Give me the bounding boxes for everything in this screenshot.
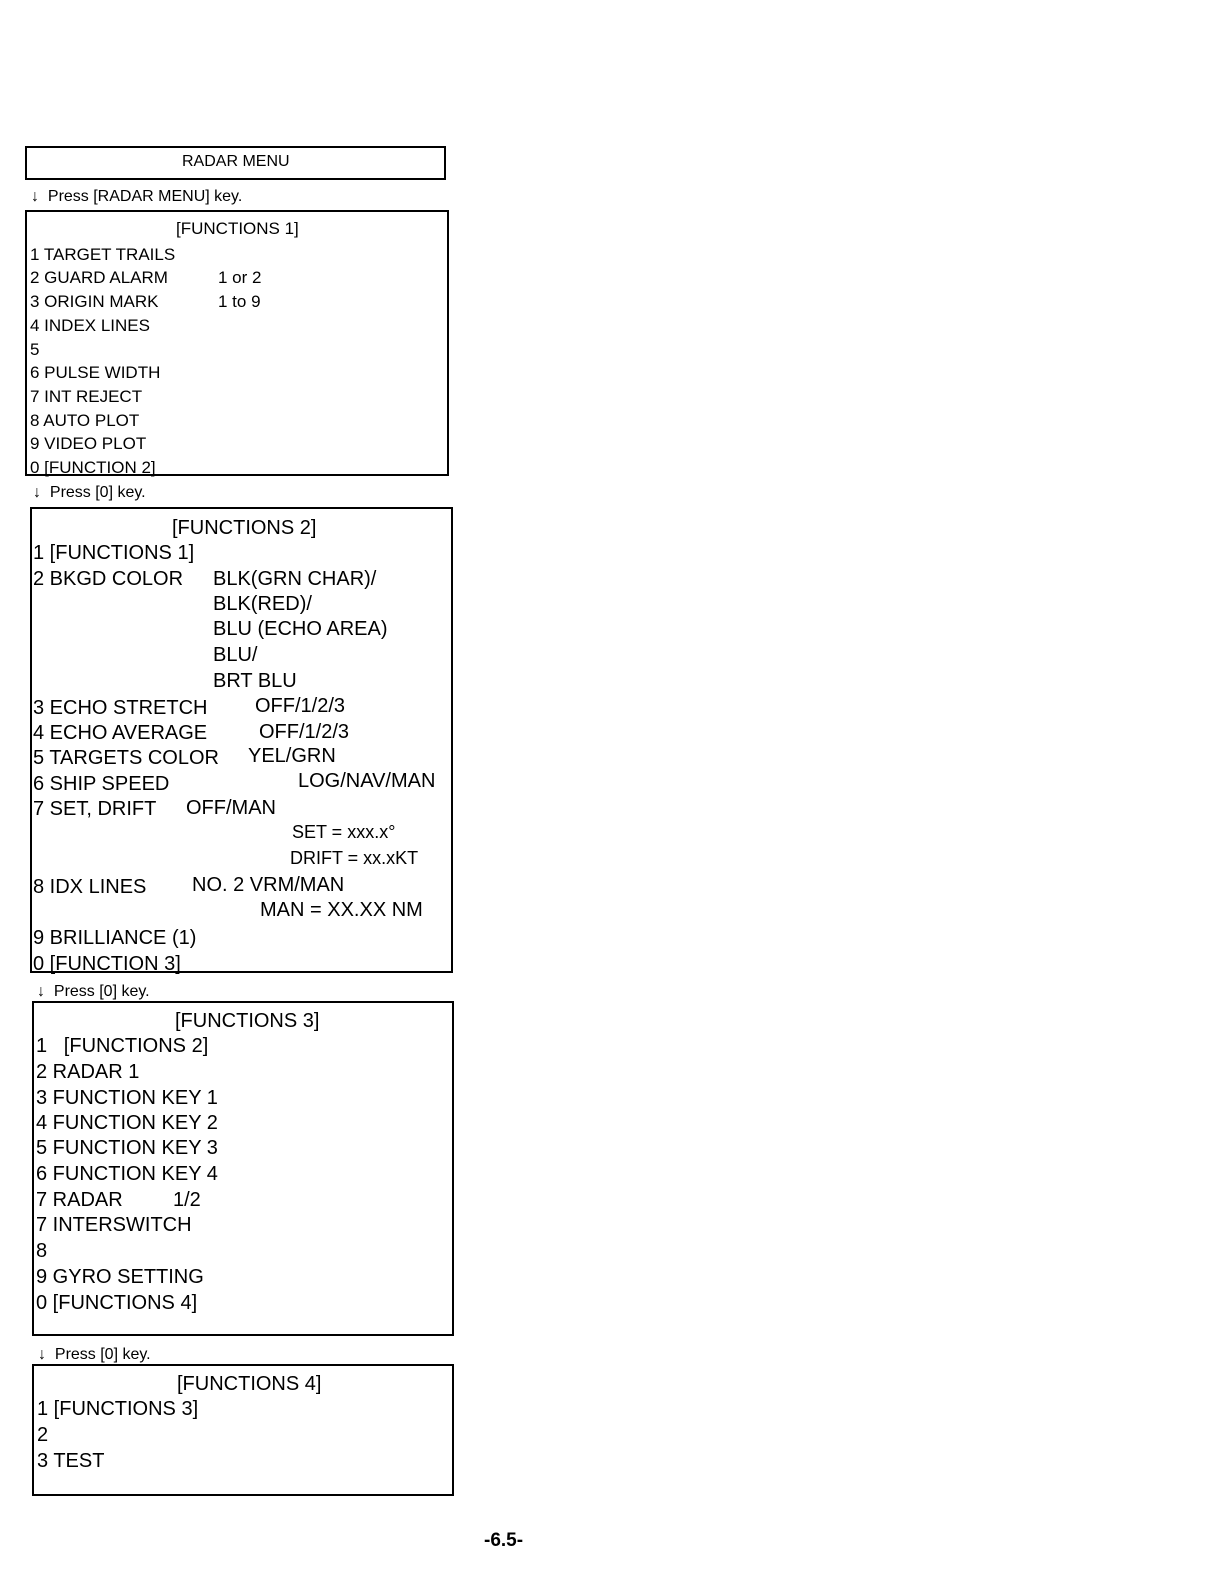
- down-arrow-icon: ↓: [31, 188, 39, 205]
- menu-item: 2 RADAR 1: [36, 1061, 140, 1083]
- down-arrow-icon: ↓: [37, 983, 45, 1000]
- drift-value: DRIFT = xx.xKT: [290, 848, 419, 868]
- menu-item: 3 ECHO STRETCH: [33, 697, 208, 719]
- targets-color-value: YEL/GRN: [248, 745, 336, 767]
- functions4-box: [32, 1364, 454, 1496]
- down-arrow-icon: ↓: [38, 1346, 46, 1363]
- step-press-0: [33, 484, 146, 502]
- step-press-0: [37, 983, 150, 1001]
- bkgd-option: BLU (ECHO AREA): [213, 618, 388, 640]
- idx-lines-value: NO. 2 VRM/MAN: [192, 874, 345, 896]
- menu-item: 1 [FUNCTIONS 3]: [37, 1398, 199, 1420]
- page-number: -6.5-: [484, 1530, 524, 1551]
- step-text: Press [0] key.: [53, 983, 150, 1000]
- menu-item: 6 FUNCTION KEY 4: [36, 1163, 218, 1185]
- menu-item: 5: [30, 340, 40, 359]
- menu-item: 4 FUNCTION KEY 2: [36, 1112, 218, 1134]
- menu-item: 9 GYRO SETTING: [36, 1266, 204, 1288]
- menu-item: 7 INTERSWITCH: [36, 1214, 192, 1236]
- functions3-title: [FUNCTIONS 3]: [175, 1010, 320, 1032]
- menu-item: 7 SET, DRIFT: [33, 798, 157, 820]
- bkgd-option: BLK(RED)/: [213, 593, 312, 615]
- menu-item: 8: [36, 1240, 48, 1262]
- menu-item: 6 PULSE WIDTH: [30, 363, 161, 382]
- menu-item: 0 [FUNCTIONS 4]: [36, 1292, 198, 1314]
- menu-item: 0 [FUNCTION 3]: [33, 953, 181, 975]
- menu-item: 1 [FUNCTIONS 2]: [36, 1035, 209, 1057]
- man-value: MAN = XX.XX NM: [260, 899, 423, 921]
- radar-menu-box: [25, 146, 446, 180]
- menu-item: 9 BRILLIANCE (1): [33, 927, 197, 949]
- set-drift-value: OFF/MAN: [186, 797, 276, 819]
- down-arrow-icon: ↓: [33, 484, 41, 501]
- menu-item: 8 IDX LINES: [33, 876, 147, 898]
- functions4-title: [FUNCTIONS 4]: [177, 1373, 322, 1395]
- step-text: Press [0] key.: [49, 484, 146, 501]
- menu-item: 7 INT REJECT: [30, 387, 143, 406]
- step-press-0: [38, 1346, 151, 1364]
- functions1-title: [FUNCTIONS 1]: [176, 219, 299, 238]
- menu-item: 2 BKGD COLOR: [33, 568, 184, 590]
- menu-item: 4 INDEX LINES: [30, 316, 150, 335]
- bkgd-option: BRT BLU: [213, 670, 297, 692]
- radar-value: 1/2: [173, 1189, 201, 1211]
- menu-item: 2 GUARD ALARM: [30, 268, 168, 287]
- bkgd-option: BLK(GRN CHAR)/: [213, 568, 377, 590]
- guard-alarm-value: 1 or 2: [218, 268, 262, 287]
- step-press-radar-menu: [31, 188, 242, 206]
- functions2-title: [FUNCTIONS 2]: [172, 517, 317, 539]
- menu-item: 0 [FUNCTION 2]: [30, 458, 156, 477]
- echo-stretch-value: OFF/1/2/3: [255, 695, 346, 717]
- menu-item: 1 [FUNCTIONS 1]: [33, 542, 195, 564]
- echo-average-value: OFF/1/2/3: [259, 721, 350, 743]
- menu-item: 5 FUNCTION KEY 3: [36, 1137, 218, 1159]
- ship-speed-value: LOG/NAV/MAN: [298, 770, 436, 792]
- menu-item: 3 FUNCTION KEY 1: [36, 1087, 218, 1109]
- radar-menu-title: RADAR MENU: [182, 153, 290, 170]
- set-value: SET = xxx.x°: [292, 822, 396, 842]
- menu-item: 8 AUTO PLOT: [30, 411, 140, 430]
- menu-item: 6 SHIP SPEED: [33, 773, 170, 795]
- bkgd-option: BLU/: [213, 644, 258, 666]
- menu-item: 2: [37, 1424, 49, 1446]
- menu-item: 1 TARGET TRAILS: [30, 245, 176, 264]
- menu-item: 9 VIDEO PLOT: [30, 434, 147, 453]
- menu-item: 3 ORIGIN MARK: [30, 292, 159, 311]
- step-text: Press [RADAR MENU] key.: [47, 188, 243, 205]
- menu-item: 4 ECHO AVERAGE: [33, 722, 208, 744]
- menu-item: 7 RADAR: [36, 1189, 123, 1211]
- menu-item: 3 TEST: [37, 1450, 105, 1472]
- origin-mark-value: 1 to 9: [218, 292, 261, 311]
- step-text: Press [0] key.: [54, 1346, 151, 1363]
- menu-item: 5 TARGETS COLOR: [33, 747, 219, 769]
